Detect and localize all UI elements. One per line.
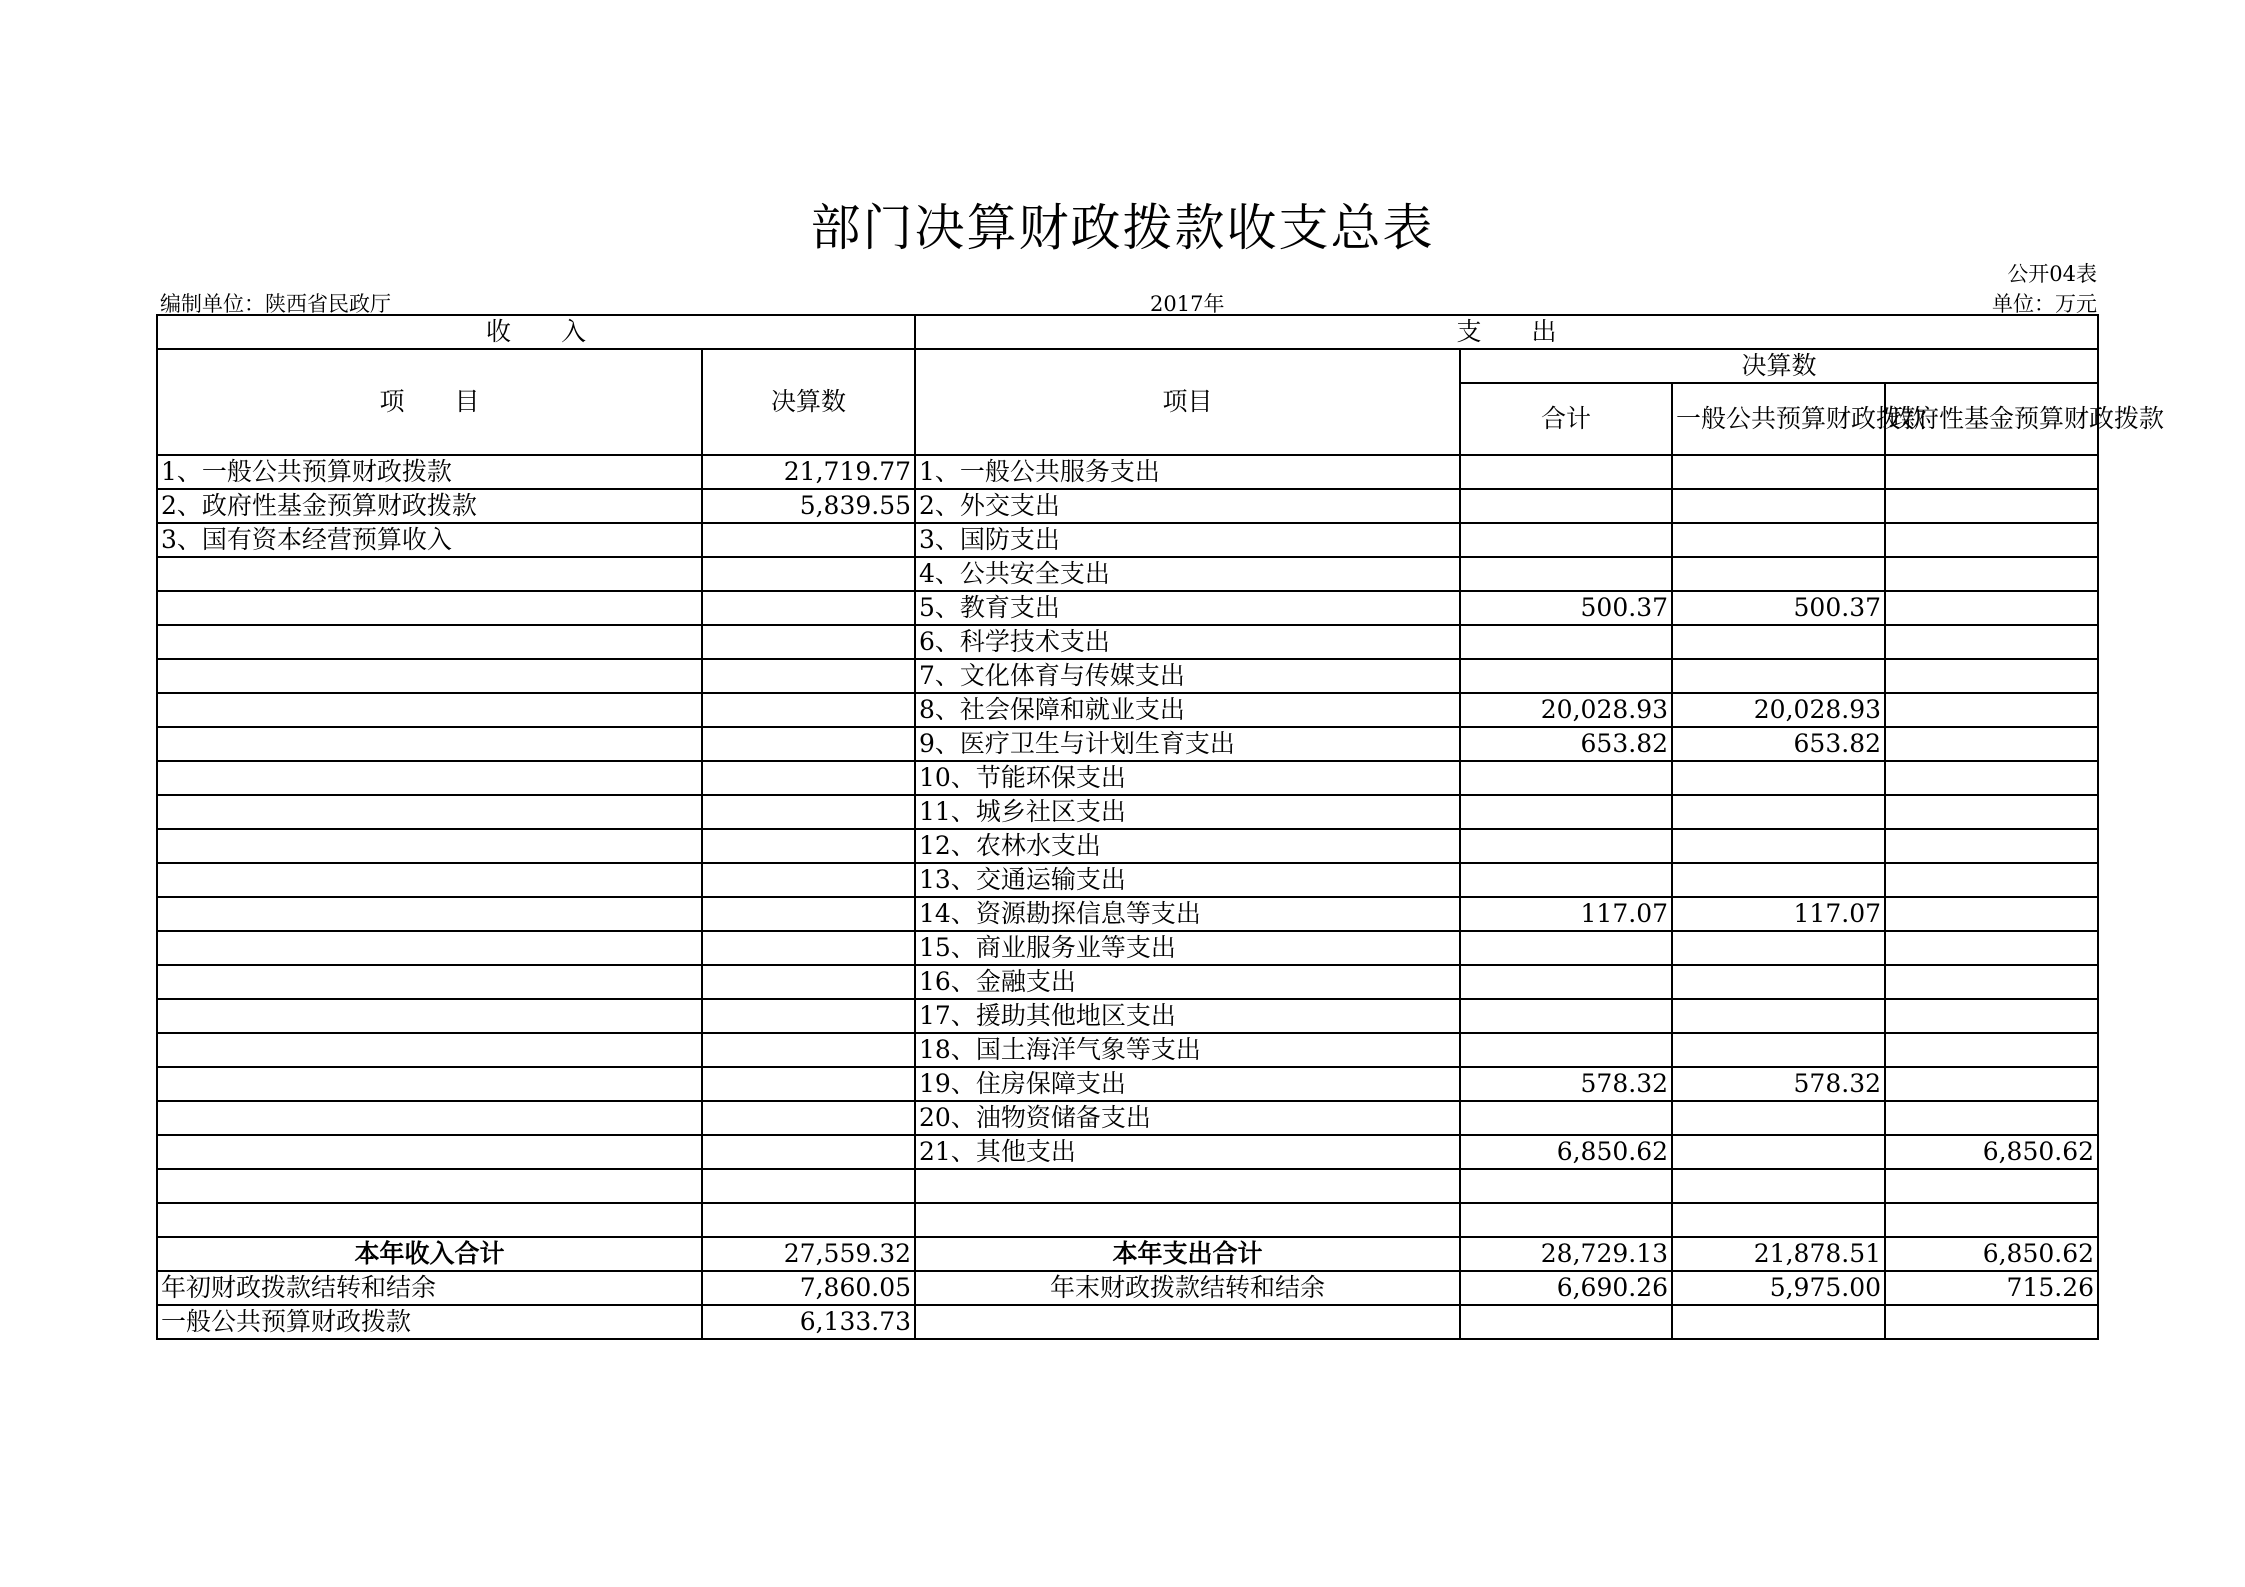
table-row: [157, 965, 2098, 999]
table-row: [157, 1101, 2098, 1135]
empty-cell: [1672, 1305, 1885, 1339]
general-budget-cell: 117.07: [1672, 897, 1885, 931]
expense-carryover-label: 年末财政拨款结转和结余: [915, 1271, 1460, 1305]
gov-fund-cell: 6,850.62: [1885, 1135, 2098, 1169]
expense-item-cell: 12、农林水支出: [915, 829, 1460, 863]
budget-summary-table: [156, 314, 2165, 1340]
income-item-cell: [157, 625, 702, 659]
income-item-cell: [157, 693, 702, 727]
general-budget-cell: [1672, 829, 1885, 863]
general-budget-cell: 500.37: [1672, 591, 1885, 625]
general-budget-cell: [1672, 795, 1885, 829]
income-item-cell: [157, 1203, 702, 1237]
expense-item-cell: 14、资源勘探信息等支出: [915, 897, 1460, 931]
gov-fund-cell: [1885, 829, 2098, 863]
general-budget-cell: [1672, 523, 1885, 557]
form-code: 公开04表: [2007, 262, 2097, 286]
income-item-header: 项 目: [157, 349, 702, 455]
table-row: [157, 591, 2098, 625]
gov-fund-cell: [1885, 625, 2098, 659]
income-sub-amount: 6,133.73: [702, 1305, 915, 1339]
general-budget-cell: [1672, 1101, 1885, 1135]
expense-total-header: 合计: [1460, 383, 1672, 455]
income-carryover-label: 年初财政拨款结转和结余: [157, 1271, 702, 1305]
general-budget-cell: [1672, 489, 1885, 523]
gov-fund-cell: [1885, 727, 2098, 761]
expense-total-cell: [1460, 489, 1672, 523]
expense-item-cell: 6、科学技术支出: [915, 625, 1460, 659]
income-item-cell: 2、政府性基金预算财政拨款: [157, 489, 702, 523]
gov-fund-cell: [1885, 1101, 2098, 1135]
table-row: [157, 1067, 2098, 1101]
expense-amount-group-header: 决算数: [1460, 349, 2098, 383]
income-amount-cell: [702, 727, 915, 761]
column-header-row-1: [157, 349, 2098, 383]
general-budget-cell: [1672, 625, 1885, 659]
expense-total-cell: [1460, 1169, 1672, 1203]
general-budget-cell: 653.82: [1672, 727, 1885, 761]
income-amount-cell: [702, 591, 915, 625]
general-budget-cell: [1672, 965, 1885, 999]
income-amount-cell: [702, 965, 915, 999]
income-amount-cell: [702, 1203, 915, 1237]
general-budget-cell: [1672, 557, 1885, 591]
table-row: [157, 489, 2098, 523]
table-row: [157, 1169, 2098, 1203]
expense-total-cell: [1460, 999, 1672, 1033]
general-budget-header: 一般公共预算财政拨款: [1672, 383, 1885, 455]
gov-fund-cell: [1885, 1169, 2098, 1203]
table-row: [157, 727, 2098, 761]
expense-item-cell: [915, 1169, 1460, 1203]
table-row: [157, 455, 2098, 489]
expense-total-cell: 653.82: [1460, 727, 1672, 761]
totals-row: [157, 1237, 2098, 1271]
empty-cell: [915, 1305, 1460, 1339]
gov-fund-carryover: 715.26: [1885, 1271, 2098, 1305]
income-item-cell: [157, 761, 702, 795]
income-item-cell: [157, 1101, 702, 1135]
income-item-cell: [157, 931, 702, 965]
currency-unit: 单位：万元: [1992, 292, 2097, 316]
income-item-cell: [157, 591, 702, 625]
income-amount-cell: [702, 1033, 915, 1067]
income-amount-cell: [702, 897, 915, 931]
expense-item-cell: 9、医疗卫生与计划生育支出: [915, 727, 1460, 761]
income-amount-cell: [702, 557, 915, 591]
gov-fund-cell: [1885, 455, 2098, 489]
page-title: 部门决算财政拨款收支总表: [810, 199, 1435, 257]
income-amount-cell: [702, 761, 915, 795]
income-item-cell: [157, 659, 702, 693]
table-row: [157, 795, 2098, 829]
expense-total-cell: [1460, 931, 1672, 965]
expense-item-cell: 8、社会保障和就业支出: [915, 693, 1460, 727]
empty-cell: [1460, 1305, 1672, 1339]
income-amount-cell: [702, 1169, 915, 1203]
expense-total-cell: 500.37: [1460, 591, 1672, 625]
expense-item-cell: [915, 1203, 1460, 1237]
expense-carryover-total: 6,690.26: [1460, 1271, 1672, 1305]
income-item-cell: [157, 965, 702, 999]
expense-item-cell: 21、其他支出: [915, 1135, 1460, 1169]
income-carryover-amount: 7,860.05: [702, 1271, 915, 1305]
general-budget-cell: [1672, 1033, 1885, 1067]
income-sub-label: 一般公共预算财政拨款: [157, 1305, 702, 1339]
income-amount-header: 决算数: [702, 349, 915, 455]
expense-total-cell: 117.07: [1460, 897, 1672, 931]
expense-item-cell: 11、城乡社区支出: [915, 795, 1460, 829]
income-item-cell: [157, 727, 702, 761]
expense-item-cell: 20、油物资储备支出: [915, 1101, 1460, 1135]
expense-item-header: 项目: [915, 349, 1460, 455]
expense-total-cell: [1460, 761, 1672, 795]
general-budget-cell: 20,028.93: [1672, 693, 1885, 727]
report-year: 2017年: [1150, 292, 1225, 316]
general-budget-cell: [1672, 455, 1885, 489]
expense-total-cell: [1460, 1203, 1672, 1237]
general-budget-cell: [1672, 1135, 1885, 1169]
income-item-cell: [157, 1033, 702, 1067]
expense-total-cell: [1460, 829, 1672, 863]
gov-fund-total: 6,850.62: [1885, 1237, 2098, 1271]
compiling-unit: 编制单位：陕西省民政厅: [160, 292, 391, 316]
income-amount-cell: [702, 625, 915, 659]
gov-fund-cell: [1885, 1067, 2098, 1101]
table-row: [157, 931, 2098, 965]
income-amount-cell: [702, 795, 915, 829]
income-item-cell: [157, 999, 702, 1033]
income-item-cell: 1、一般公共预算财政拨款: [157, 455, 702, 489]
gov-fund-cell: [1885, 693, 2098, 727]
expense-total-cell: [1460, 863, 1672, 897]
income-amount-cell: [702, 1135, 915, 1169]
income-total-amount: 27,559.32: [702, 1237, 915, 1271]
income-item-cell: [157, 1169, 702, 1203]
gov-fund-cell: [1885, 795, 2098, 829]
expense-total-cell: 578.32: [1460, 1067, 1672, 1101]
general-budget-cell: [1672, 999, 1885, 1033]
income-item-cell: [157, 829, 702, 863]
income-amount-cell: [702, 829, 915, 863]
income-item-cell: [157, 557, 702, 591]
general-budget-cell: [1672, 931, 1885, 965]
gov-fund-cell: [1885, 761, 2098, 795]
general-budget-carryover: 5,975.00: [1672, 1271, 1885, 1305]
carryover-sub-row: [157, 1305, 2098, 1339]
gov-fund-cell: [1885, 557, 2098, 591]
expense-item-cell: 5、教育支出: [915, 591, 1460, 625]
expense-total-cell: [1460, 659, 1672, 693]
general-budget-total: 21,878.51: [1672, 1237, 1885, 1271]
income-amount-cell: [702, 999, 915, 1033]
income-amount-cell: [702, 931, 915, 965]
gov-fund-cell: [1885, 489, 2098, 523]
expense-item-cell: 13、交通运输支出: [915, 863, 1460, 897]
empty-cell: [1885, 1305, 2098, 1339]
gov-fund-cell: [1885, 1203, 2098, 1237]
expense-item-cell: 15、商业服务业等支出: [915, 931, 1460, 965]
expense-total-cell: [1460, 557, 1672, 591]
expense-total-cell: 6,850.62: [1460, 1135, 1672, 1169]
gov-fund-cell: [1885, 863, 2098, 897]
table-row: [157, 1135, 2098, 1169]
income-section-header: 收 入: [157, 315, 915, 349]
table-row: [157, 659, 2098, 693]
general-budget-cell: [1672, 659, 1885, 693]
table-row: [157, 1033, 2098, 1067]
carryover-row: [157, 1271, 2098, 1305]
expense-total-cell: 20,028.93: [1460, 693, 1672, 727]
table-row: [157, 625, 2098, 659]
income-item-cell: [157, 1135, 702, 1169]
gov-fund-cell: [1885, 931, 2098, 965]
income-amount-cell: [702, 693, 915, 727]
expense-item-cell: 2、外交支出: [915, 489, 1460, 523]
income-amount-cell: 21,719.77: [702, 455, 915, 489]
gov-fund-cell: [1885, 999, 2098, 1033]
income-amount-cell: [702, 863, 915, 897]
expense-total-amount: 28,729.13: [1460, 1237, 1672, 1271]
section-header-row: [157, 315, 2098, 349]
gov-fund-cell: [1885, 659, 2098, 693]
table-row: [157, 557, 2098, 591]
table-row: [157, 897, 2098, 931]
expense-item-cell: 18、国土海洋气象等支出: [915, 1033, 1460, 1067]
table-row: [157, 523, 2098, 557]
table-row: [157, 1203, 2098, 1237]
income-total-label: 本年收入合计: [157, 1237, 702, 1271]
expense-total-cell: [1460, 1101, 1672, 1135]
general-budget-cell: [1672, 1203, 1885, 1237]
expense-total-cell: [1460, 455, 1672, 489]
expense-item-cell: 10、节能环保支出: [915, 761, 1460, 795]
table-row: [157, 693, 2098, 727]
expense-item-cell: 7、文化体育与传媒支出: [915, 659, 1460, 693]
expense-total-cell: [1460, 965, 1672, 999]
income-item-cell: 3、国有资本经营预算收入: [157, 523, 702, 557]
expense-item-cell: 3、国防支出: [915, 523, 1460, 557]
income-amount-cell: [702, 659, 915, 693]
income-amount-cell: [702, 1067, 915, 1101]
income-item-cell: [157, 897, 702, 931]
expense-total-cell: [1460, 795, 1672, 829]
general-budget-cell: [1672, 1169, 1885, 1203]
gov-fund-cell: [1885, 523, 2098, 557]
general-budget-cell: [1672, 761, 1885, 795]
income-item-cell: [157, 795, 702, 829]
gov-fund-cell: [1885, 897, 2098, 931]
expense-item-cell: 16、金融支出: [915, 965, 1460, 999]
table-row: [157, 863, 2098, 897]
gov-fund-header: 政府性基金预算财政拨款: [1885, 383, 2098, 455]
expense-section-header: 支 出: [915, 315, 2098, 349]
expense-total-cell: [1460, 523, 1672, 557]
expense-item-cell: 19、住房保障支出: [915, 1067, 1460, 1101]
expense-total-label: 本年支出合计: [915, 1237, 1460, 1271]
general-budget-cell: 578.32: [1672, 1067, 1885, 1101]
table-row: [157, 761, 2098, 795]
table-row: [157, 999, 2098, 1033]
expense-item-cell: 4、公共安全支出: [915, 557, 1460, 591]
expense-item-cell: 17、援助其他地区支出: [915, 999, 1460, 1033]
income-amount-cell: [702, 523, 915, 557]
income-amount-cell: 5,839.55: [702, 489, 915, 523]
gov-fund-cell: [1885, 591, 2098, 625]
expense-total-cell: [1460, 625, 1672, 659]
expense-item-cell: 1、一般公共服务支出: [915, 455, 1460, 489]
income-item-cell: [157, 863, 702, 897]
table-row: [157, 829, 2098, 863]
expense-total-cell: [1460, 1033, 1672, 1067]
general-budget-cell: [1672, 863, 1885, 897]
gov-fund-cell: [1885, 965, 2098, 999]
income-amount-cell: [702, 1101, 915, 1135]
income-item-cell: [157, 1067, 702, 1101]
gov-fund-cell: [1885, 1033, 2098, 1067]
